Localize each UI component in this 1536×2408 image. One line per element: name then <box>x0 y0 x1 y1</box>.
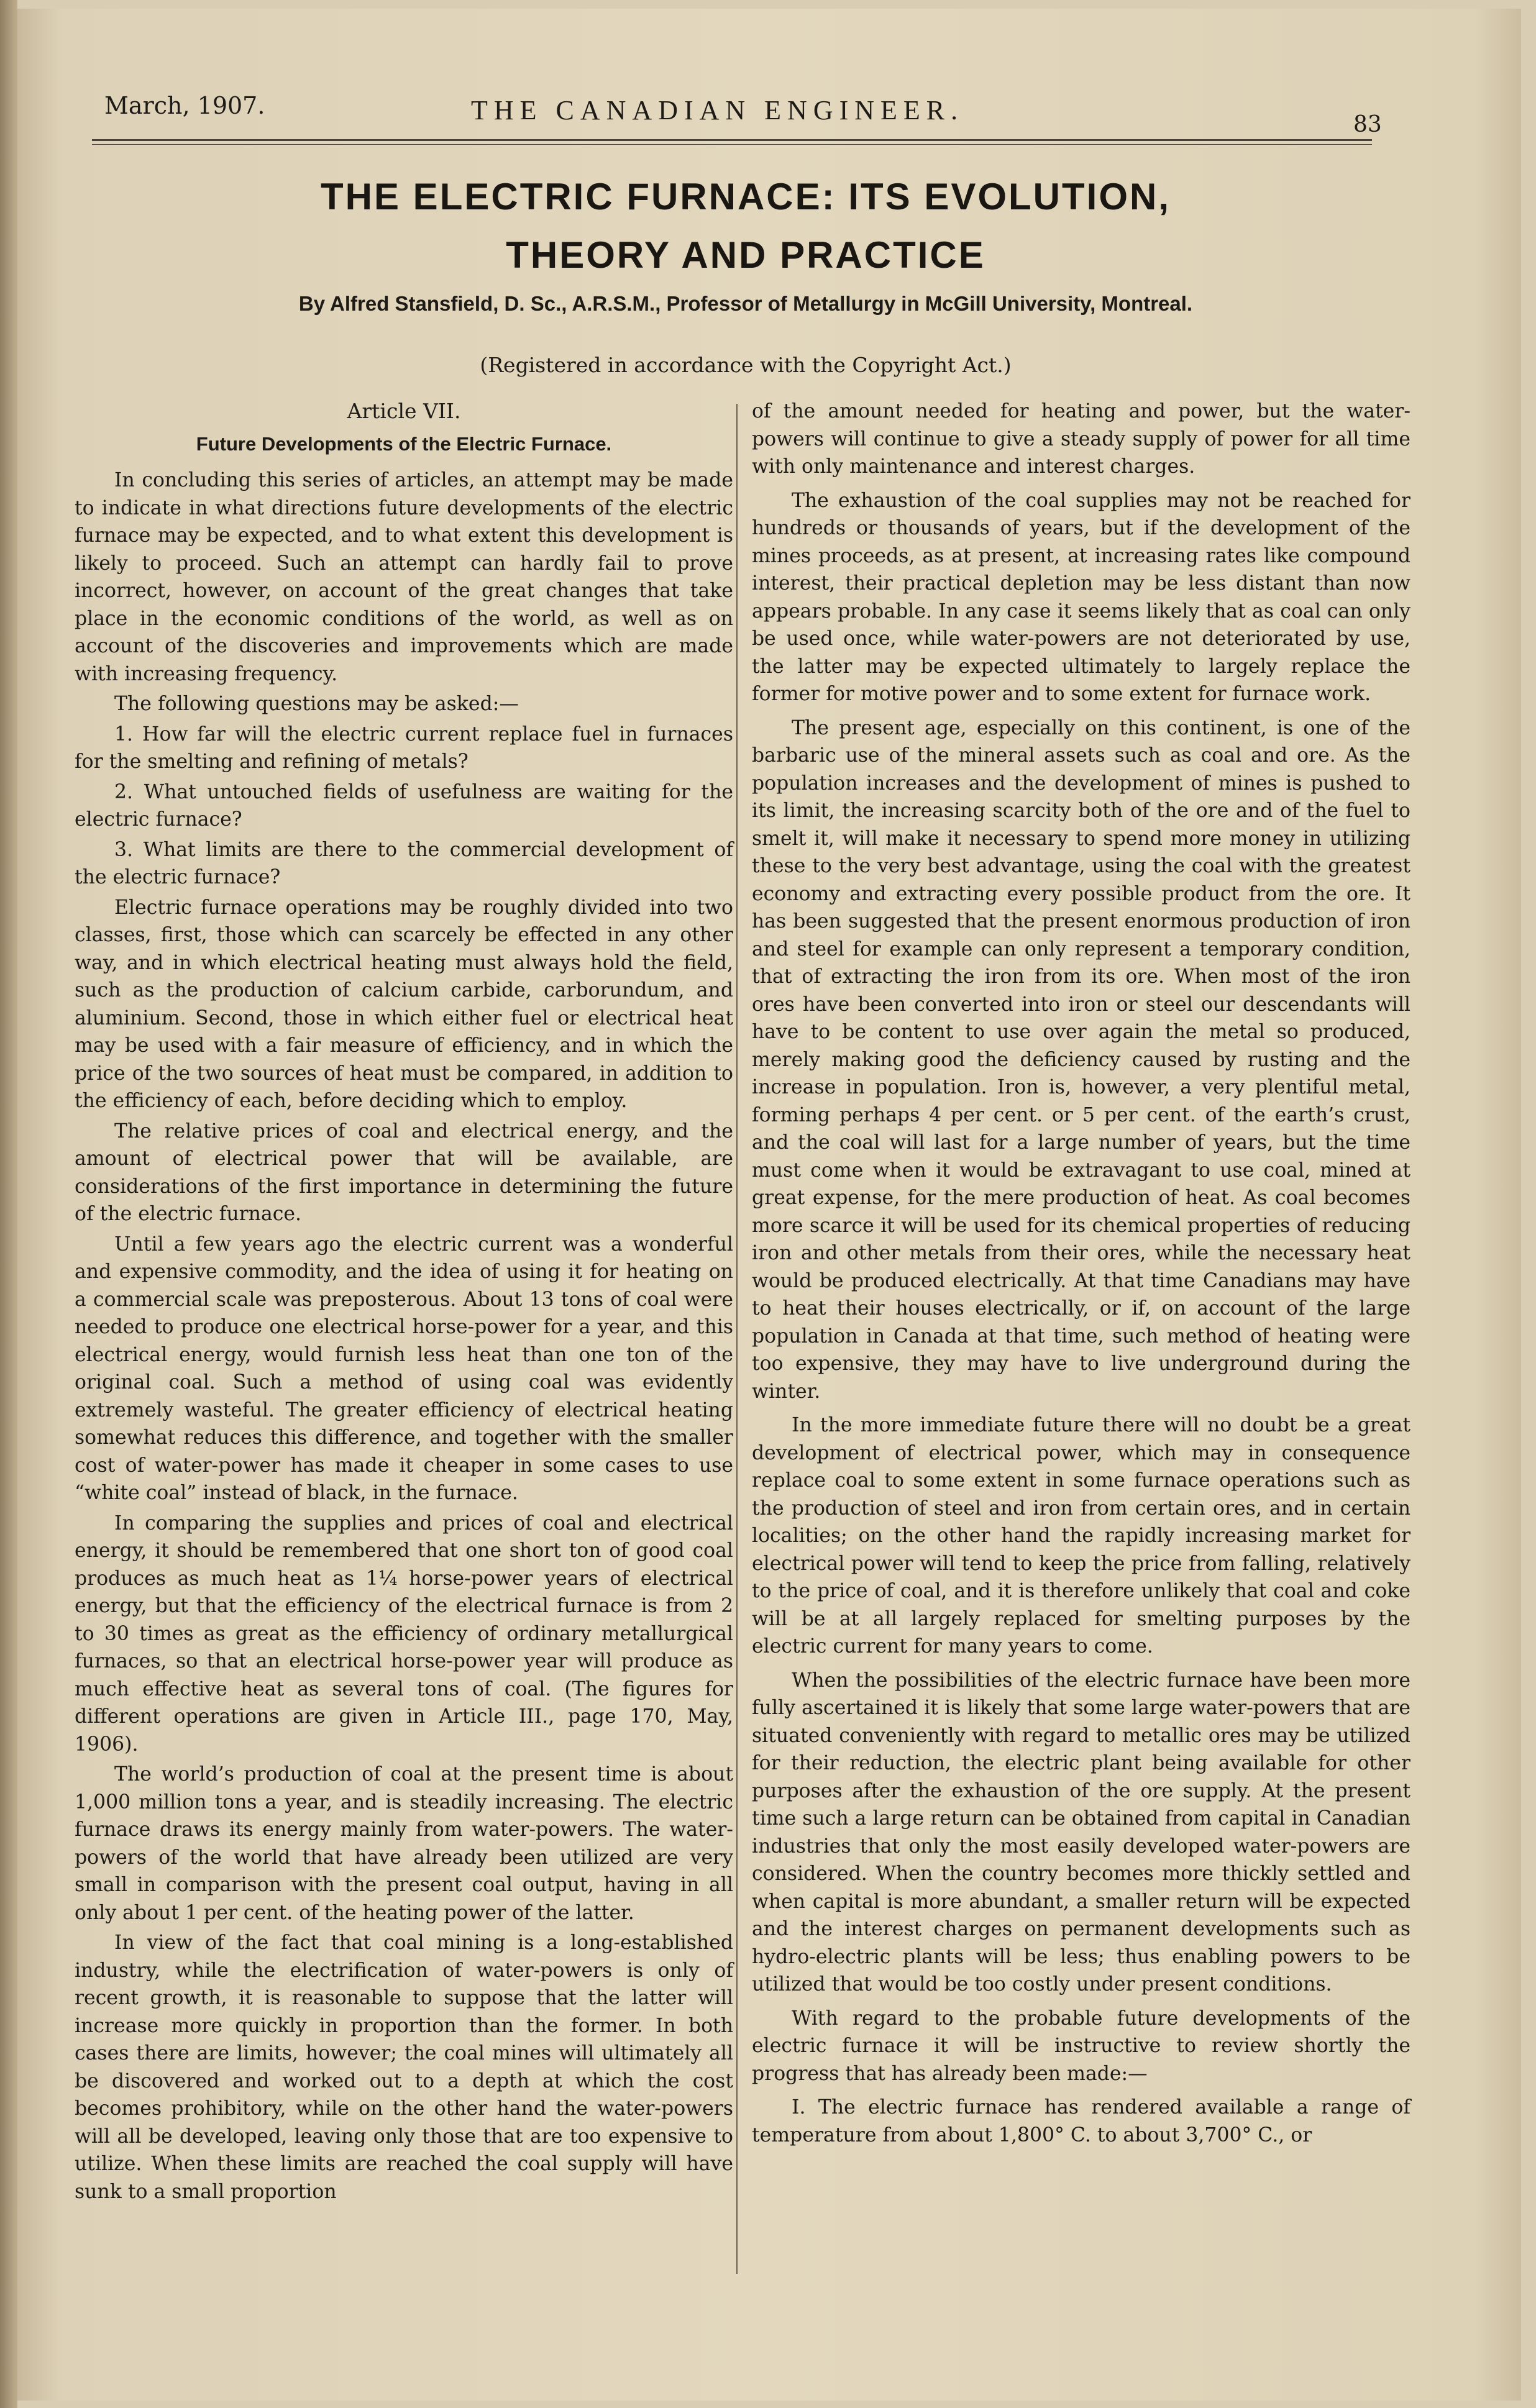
binding-edge <box>0 0 17 2408</box>
issue-date: March, 1907. <box>104 92 265 119</box>
paragraph: I. The electric furnace has rendered available a range of temperature from about 1,800° C. to about 3,700° C., or <box>752 2096 1410 2146</box>
paragraph: In view of the fact that coal mining is a long-established industry, while the electrification of water-powers is only of recent growth, it is reasonable to suppose that the latter will increase more quickly in proportion than the former. In both cases there are limits, however; the coal mines will ultimately all be discovered and worked out to a depth at which the cost becomes prohibitory, while on the other hand the water-powers will all be developed, leaving only those that are too expensive to utilize. When these limits are reached the coal supply will have sunk to a small proportion <box>75 1931 733 2203</box>
paragraph: Until a few years ago the electric current was a wonderful and expensive commodity, and the idea of using it for heating on a commercial scale was preposterous. About 13 tons of coal were needed to produce one electrical horse-power for a year, and this electrical energy, would furnish less heat than one ton of the original coal. Such a method of using coal was evidently extremely wasteful. The greater efficiency of electrical heating somewhat reduces this difference, and together with the smaller cost of water-power has made it cheaper in some cases to use “white coal” instead of black, in the furnace. <box>75 1233 733 1504</box>
section-subheading: Future Developments of the Electric Furnace. <box>196 432 612 455</box>
paragraph: With regard to the probable future developments of the electric furnace it will be instructive to review shortly the progress that has already been made:— <box>752 2007 1410 2085</box>
right-column <box>752 398 1410 2149</box>
paragraph: When the possibilities of the electric furnace have been more fully ascertained it is likely that some large water-powers that are situated conveniently with regard to metallic ores may be utilized for their reduction, the electric plant being available for other purposes after the exhaustion of the ore supply. At the present time such a large return can be obtained from capital in Canadian industries that only the most easily developed water-powers are considered. When the country becomes more thickly settled and when capital is more abundant, a smaller return will be expected and the interest charges on permanent developments such as hydro-electric plants will be less; thus enabling powers to be utilized that would be too costly under present conditions. <box>752 1669 1410 1995</box>
article-number: Article VII. <box>347 399 461 423</box>
title-line-1: THE ELECTRIC FURNACE: ITS EVOLUTION, <box>321 176 1171 217</box>
header-rule-thin <box>92 144 1372 145</box>
journal-title: THE CANADIAN ENGINEER. <box>471 95 964 125</box>
title-line-2: THEORY AND PRACTICE <box>506 234 985 276</box>
paragraph: of the amount needed for heating and power, but the water-powers will continue to give a steady supply of power for all time with only maintenance and interest charges. <box>752 400 1410 478</box>
page-number: 83 <box>1353 112 1382 137</box>
paragraph: 1. How far will the electric current replace fuel in furnaces for the smelting and refining of metals? <box>75 723 733 773</box>
paragraph: In comparing the supplies and prices of coal and electrical energy, it should be remembered that one short ton of good coal produces as much heat as 1¼ horse-power years of electrical energy, but that the efficiency of the electrical furnace is from 2 to 30 times as great as the efficiency of ordinary metallurgical furnaces, so that an electrical horse-power year will produce as much effective heat as several tons of coal. (The figures for different operations are given in Article III., page 170, May, 1906). <box>75 1512 733 1756</box>
paragraph: The present age, especially on this continent, is one of the barbaric use of the mineral assets such as coal and ore. As the population increases and the development of mines is pushed to its limit, the increasing scarcity both of the ore and of the fuel to smelt it, will make it necessary to spend more money in utilizing these to the very best advantage, using the coal with the greatest economy and extracting every possible product from the ore. It has been suggested that the present enormous production of iron and steel for example can only represent a temporary condition, that of extracting the iron from its ore. When most of the iron ores have been converted into iron or steel our descendants will have to be content to use over again the metal so produced, merely making good the deficiency caused by rusting and the increase in population. Iron is, however, a very plentiful metal, forming perhaps 4 per cent. or 5 per cent. of the earth’s crust, and the coal will last for a large number of years, but the time must come when it would be extravagant to use coal, mined at great expense, for the mere production of heat. As coal becomes more scarce it will be used for its chemical properties of reducing iron and other metals from their ores, while the necessary heat would be produced electrically. At that time Canadians may have to heat their houses electrically, or if, on account of the large population in Canada at that time, such method of heating were too expensive, they may have to live underground during the winter. <box>752 716 1410 1403</box>
copyright-notice: (Registered in accordance with the Copyright Act.) <box>480 353 1012 377</box>
running-header <box>92 86 1391 135</box>
column-divider <box>736 404 738 2274</box>
left-column <box>75 398 733 2205</box>
header-rule <box>92 139 1372 141</box>
byline: By Alfred Stansfield, D. Sc., A.R.S.M., Professor of Metallurgy in McGill University, Montreal. <box>298 292 1193 315</box>
paragraph: The exhaustion of the coal supplies may not be reached for hundreds or thousands of years, but if the development of the mines proceeds, as at present, at increasing rates like compound interest, their practical depletion may be less distant than now appears probable. In any case it seems likely that as coal can only be used once, while water-powers are not deteriorated by use, the latter may be expected ultimately to largely replace the former for motive power and to some extent for furnace work. <box>752 489 1410 705</box>
paragraph: The relative prices of coal and electrical energy, and the amount of electrical power that will be available, are considerations of the first importance in determining the future of the electric furnace. <box>75 1120 733 1225</box>
paragraph: In concluding this series of articles, an attempt may be made to indicate in what directions future developments of the electric furnace may be expected, and to what extent this development is likely to proceed. Such an attempt can hardly fail to prove incorrect, however, on account of the great changes that take place in the economic conditions of the world, as well as on account of the discoveries and improvements which are made with increasing frequency. <box>75 469 733 685</box>
paragraph: The world’s production of coal at the present time is about 1,000 million tons a year, and is steadily increasing. The electric furnace draws its energy mainly from water-powers. The water-powers of the world that have already been utilized are very small in comparison with the present coal output, having in all only about 1 per cent. of the heating power of the latter. <box>75 1763 733 1924</box>
paragraph: 3. What limits are there to the commercial development of the electric furnace? <box>75 838 733 888</box>
paragraph: Electric furnace operations may be roughly divided into two classes, first, those which can scarcely be effected in any other way, and in which electrical heating must always hold the field, such as the production of calcium carbide, carborundum, and aluminium. Second, those in which either fuel or electrical heat may be used with a fair measure of efficiency, and in which the price of the two sources of heat must be compared, in addition to the efficiency of each, before deciding which to employ. <box>75 896 733 1112</box>
paragraph: The following questions may be asked:— <box>114 693 519 715</box>
paragraph: 2. What untouched fields of usefulness are waiting for the electric furnace? <box>75 780 733 831</box>
article-title <box>124 168 1367 285</box>
paragraph: In the more immediate future there will no doubt be a great development of electrical power, which may in consequence replace coal to some extent in some furnace operations such as the production of steel and iron from certain ores, and in certain localities; on the other hand the rapidly increasing market for electrical power will tend to keep the price from falling, relatively to the price of coal, and it is therefore unlikely that coal and coke will be at all largely replaced for smelting purposes by the electric current for many years to come. <box>752 1414 1410 1658</box>
